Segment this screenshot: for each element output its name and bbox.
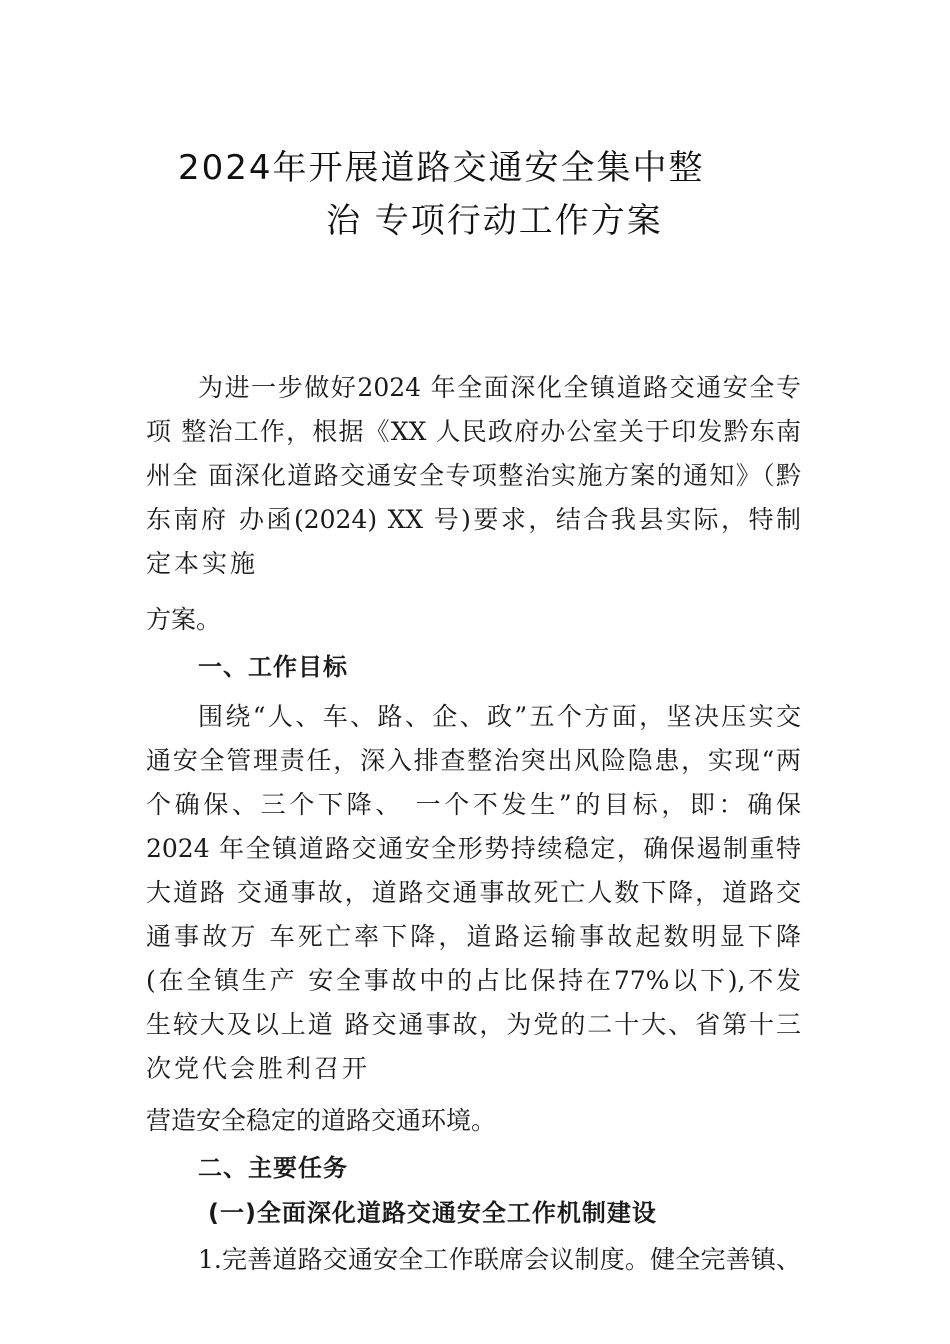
section-1-line-2: 通安全管理责任，深入排查整治突出风险隐患，实现“两 — [146, 746, 801, 775]
document-title-line-1: 2024年开展道路交通安全集中整 — [178, 148, 705, 188]
section-2-subheading: (一)全面深化道路交通安全工作机制建设 — [208, 1199, 657, 1227]
section-1-line-10: 营造安全稳定的道路交通环境。 — [146, 1106, 497, 1135]
section-1-line-1: 围绕“人、车、路、企、政”五个方面，坚决压实交 — [198, 702, 801, 731]
intro-line-4: 东南府 办函(2024) XX 号)要求，结合我县实际，特制 — [146, 505, 801, 534]
intro-line-1: 为进一步做好2024 年全面深化全镇道路交通安全专 — [198, 373, 801, 402]
document-title-line-2: 治 专项行动工作方案 — [326, 201, 663, 241]
intro-line-5: 定本实施 — [146, 549, 259, 578]
intro-line-3: 州全 面深化道路交通安全专项整治实施方案的通知》（黔 — [146, 461, 801, 490]
section-1-line-4: 2024 年全镇道路交通安全形势持续稳定，确保遏制重特 — [146, 834, 801, 863]
intro-line-2: 项 整治工作，根据《XX 人民政府办公室关于印发黔东南 — [146, 417, 801, 446]
section-1-line-5: 大道路 交通事故，道路交通事故死亡人数下降，道路交 — [146, 878, 801, 907]
section-1-line-3: 个确保、三个下降、 一个不发生”的目标，即：确保 — [146, 790, 801, 819]
section-1-heading: 一、工作目标 — [198, 653, 348, 681]
section-2-item-1: 1.完善道路交通安全工作联席会议制度。健全完善镇、 — [198, 1245, 801, 1274]
section-1-line-7: (在全镇生产 安全事故中的占比保持在77%以下),不发 — [146, 966, 801, 995]
section-2-heading: 二、主要任务 — [198, 1154, 348, 1182]
section-1-line-8: 生较大及以上道 路交通事故，为党的二十大、省第十三 — [146, 1010, 801, 1039]
section-1-line-6: 通事故万 车死亡率下降，道路运输事故起数明显下降 — [146, 922, 801, 951]
intro-line-6: 方案。 — [146, 605, 222, 634]
section-1-line-9: 次党代会胜利召开 — [146, 1054, 371, 1083]
